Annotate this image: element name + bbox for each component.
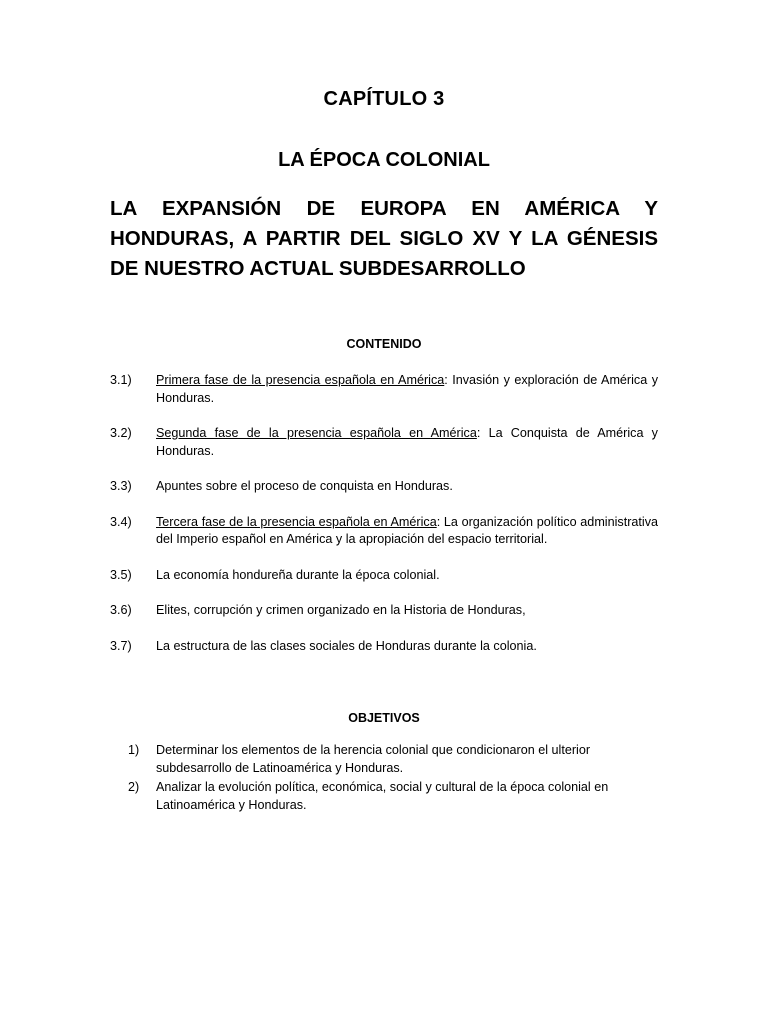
- contents-item-underlined: Segunda fase de la presencia española en América: [156, 426, 477, 440]
- contents-item-number: 3.6): [110, 603, 132, 617]
- contents-item-underlined: Tercera fase de la presencia española en América: [156, 514, 437, 529]
- contents-item: [110, 372, 658, 407]
- main-title: LA EXPANSIÓN DE EUROPA EN AMÉRICA Y HONDURAS, A PARTIR DEL SIGLO XV Y LA GÉNESIS DE NUESTRO ACTUAL SUBDESARROLLO: [110, 197, 658, 280]
- contents-item-rest: : La organización político administrativa del Imperio español en América y la apropiación del espacio territorial.: [156, 514, 658, 546]
- contents-item-text: [156, 425, 658, 460]
- contents-item-number: 3.1): [110, 373, 132, 387]
- contents-item-rest: La economía hondureña durante la época colonial.: [156, 567, 440, 582]
- contents-item-text: [156, 602, 658, 620]
- contents-list: [110, 372, 658, 673]
- contents-item-rest: La estructura de las clases sociales de Honduras durante la colonia.: [156, 638, 537, 653]
- objective-number: 1): [128, 743, 140, 757]
- contents-item-number: 3.4): [110, 514, 132, 529]
- chapter-heading: CAPÍTULO 3: [323, 88, 445, 110]
- objective-text: Analizar la evolución política, económica, social y cultural de la época colonial en Latinoamérica y Honduras.: [156, 780, 609, 812]
- contents-item-text: [156, 372, 658, 407]
- contents-item: [110, 425, 658, 460]
- objective-number: 2): [128, 780, 140, 794]
- contents-heading: CONTENIDO: [346, 337, 422, 351]
- contents-item: [110, 478, 658, 496]
- contents-item-text: [156, 478, 658, 496]
- contents-item-text: [156, 638, 658, 656]
- contents-item: [110, 514, 658, 549]
- objectives-list: [110, 742, 658, 816]
- contents-item: [110, 638, 658, 656]
- contents-item-text: [156, 514, 658, 549]
- contents-item: [110, 602, 658, 620]
- objectives-heading: OBJETIVOS: [348, 711, 420, 725]
- contents-item-number: 3.3): [110, 479, 132, 493]
- contents-item: [110, 567, 658, 585]
- objective-item: [110, 779, 658, 814]
- objective-item: [110, 742, 658, 777]
- contents-item-rest: : Invasión y exploración de América y Honduras.: [156, 373, 658, 405]
- contents-item-number: 3.7): [110, 638, 132, 653]
- contents-item-rest: Apuntes sobre el proceso de conquista en Honduras.: [156, 479, 453, 493]
- contents-item-number: 3.2): [110, 426, 132, 440]
- objective-text: Determinar los elementos de la herencia colonial que condicionaron el ulterior subdesarrollo de Latinoamérica y Honduras.: [156, 743, 591, 775]
- contents-item-number: 3.5): [110, 567, 132, 582]
- contents-item-rest: Elites, corrupción y crimen organizado en la Historia de Honduras,: [156, 603, 526, 617]
- contents-item-text: [156, 567, 658, 585]
- contents-item-underlined: Primera fase de la presencia española en América: [156, 373, 445, 387]
- section-heading: LA ÉPOCA COLONIAL: [278, 149, 490, 171]
- contents-item-rest: : La Conquista de América y Honduras.: [156, 426, 658, 458]
